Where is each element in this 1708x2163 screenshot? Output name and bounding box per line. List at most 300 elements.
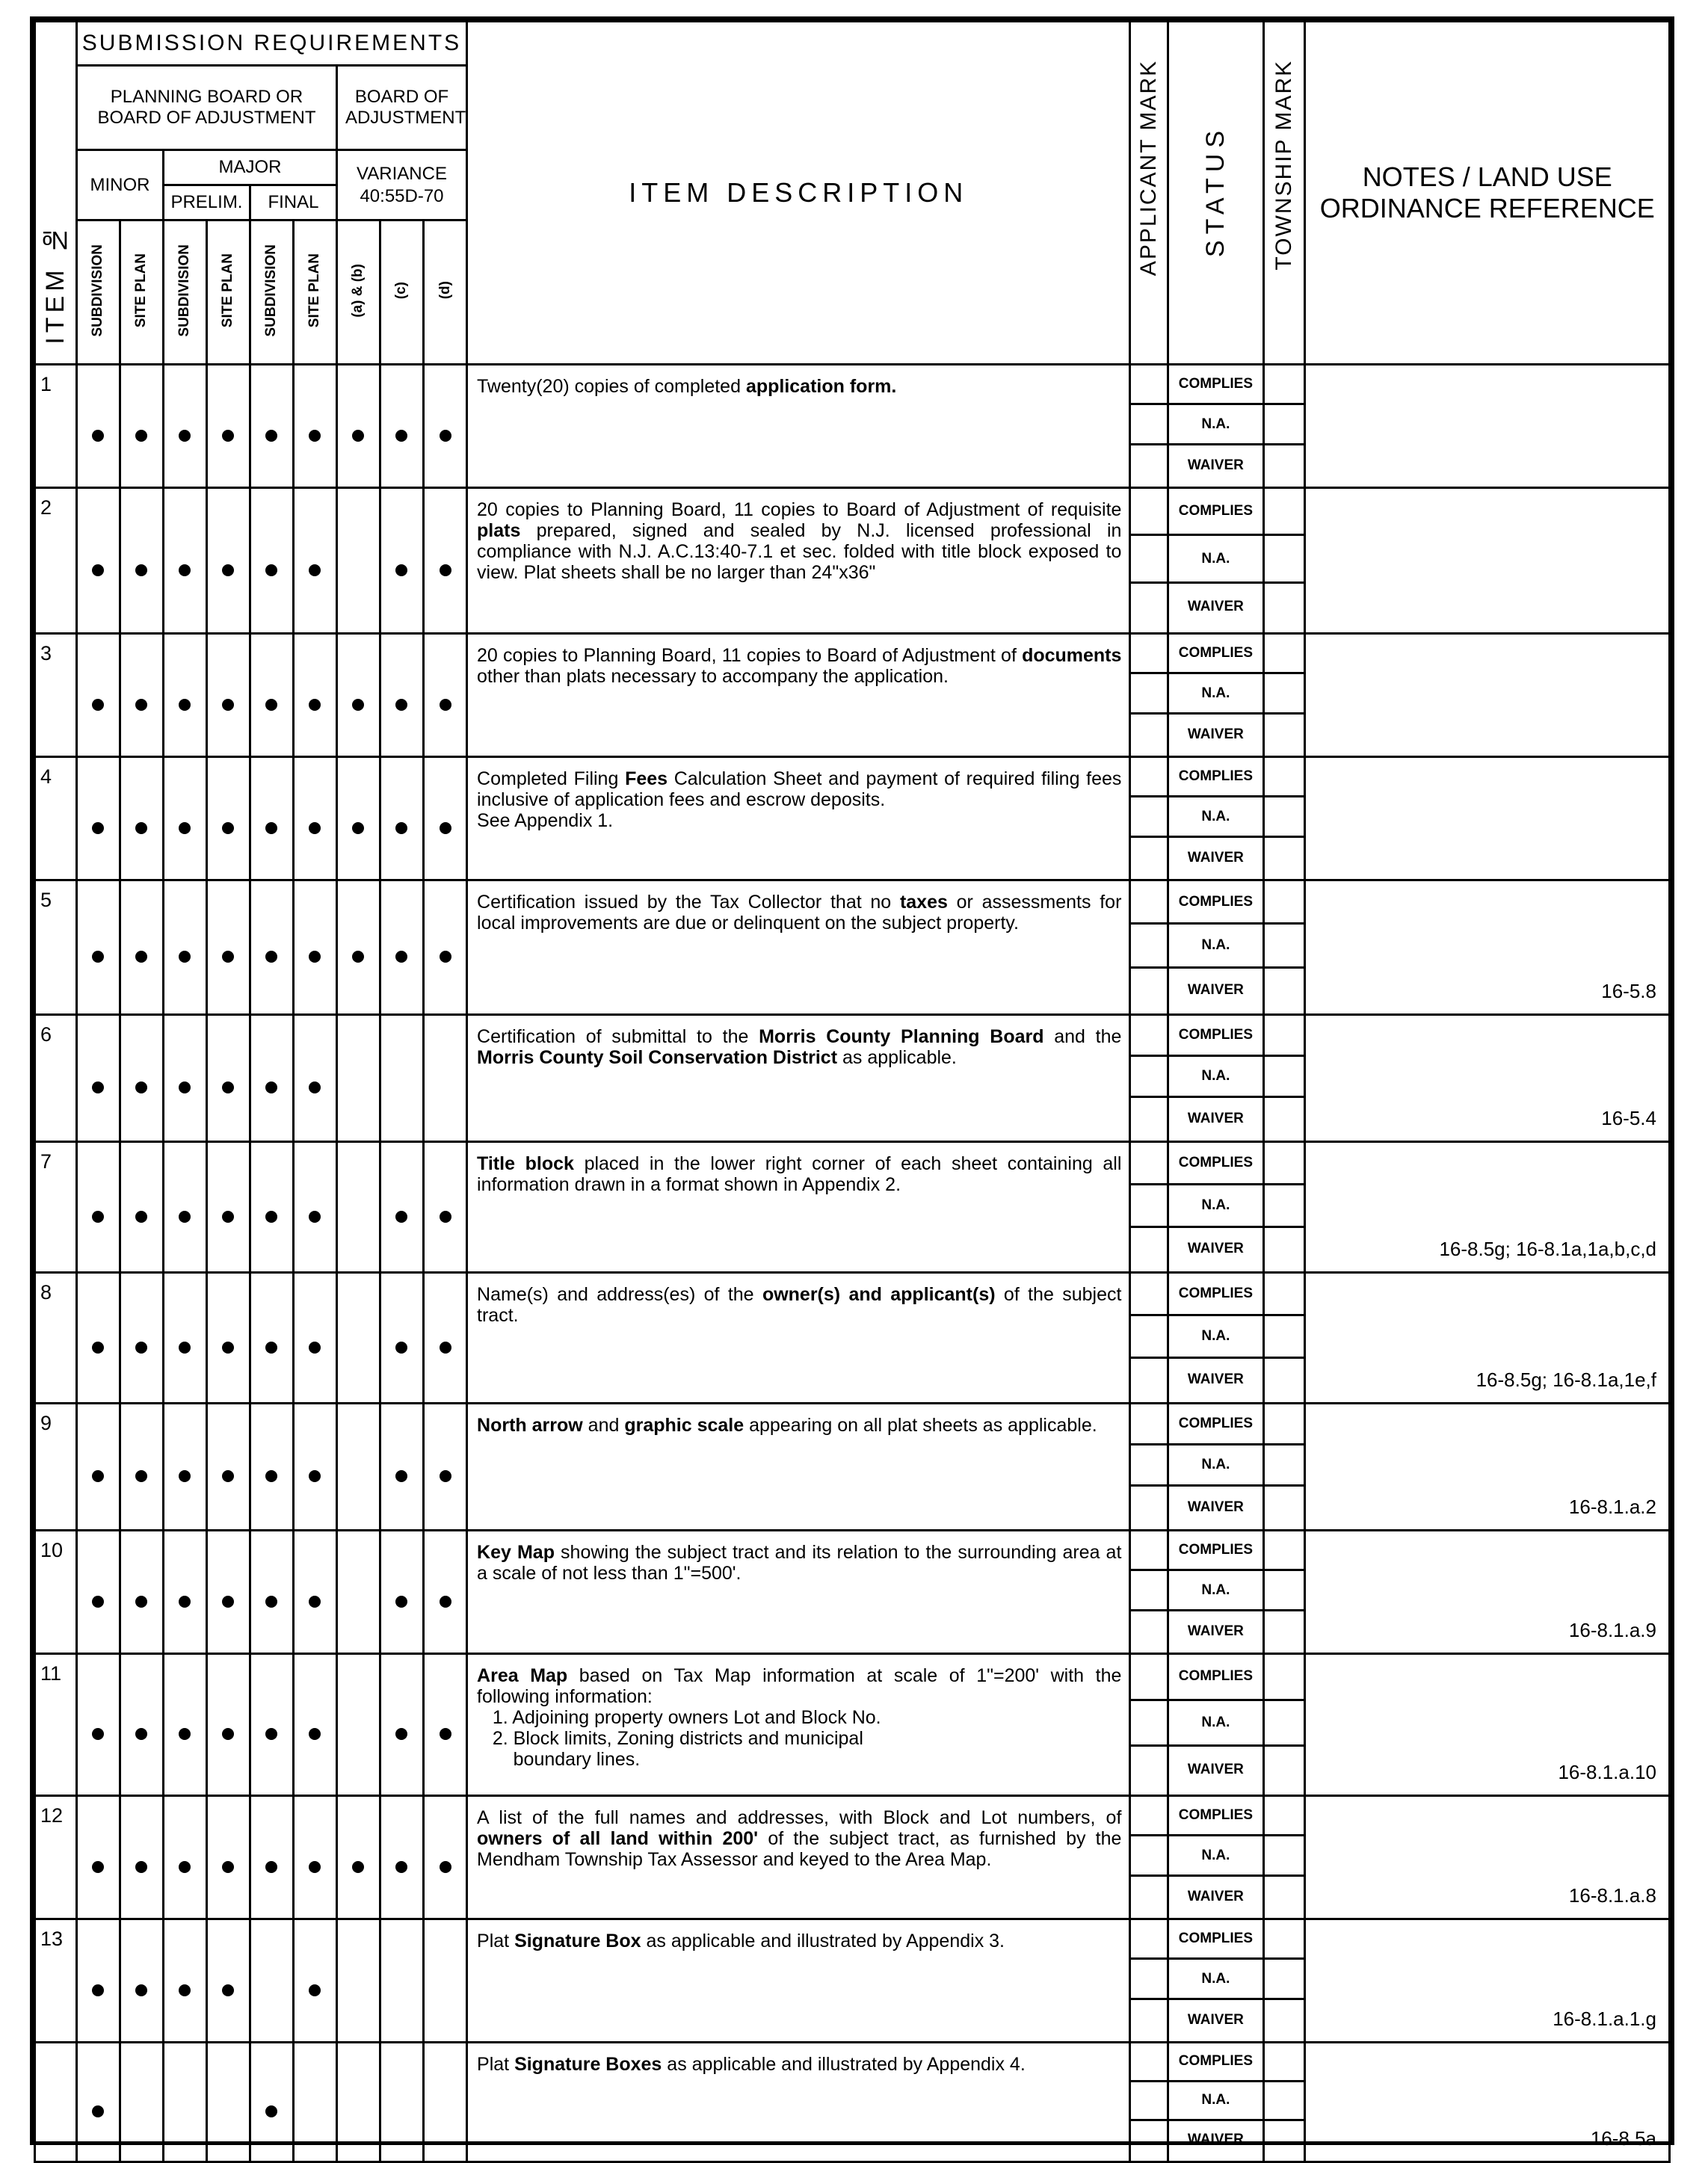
status-cell xyxy=(1168,365,1263,488)
requirement-cell xyxy=(336,1273,380,1404)
required-dot-icon xyxy=(179,1342,191,1354)
status-option: COMPLIES xyxy=(1169,881,1262,925)
requirement-cell xyxy=(120,488,163,634)
submission-requirements-header: SUBMISSION REQUIREMENTS xyxy=(76,22,466,66)
requirement-cell xyxy=(336,880,380,1015)
status-option: COMPLIES xyxy=(1169,635,1262,674)
status-option: N.A. xyxy=(1169,1445,1262,1487)
applicant-mark-box[interactable] xyxy=(1131,1531,1167,1571)
status-option: N.A. xyxy=(1169,674,1262,714)
required-dot-icon xyxy=(265,1861,277,1873)
required-dot-icon xyxy=(265,430,277,442)
township-mark-box[interactable] xyxy=(1265,1185,1304,1228)
township-mark-box[interactable] xyxy=(1265,1057,1304,1098)
applicant-mark-box[interactable] xyxy=(1131,1747,1167,1793)
requirement-cell xyxy=(423,1531,466,1654)
township-mark-cell[interactable] xyxy=(1263,634,1305,757)
checklist-table xyxy=(34,20,1671,2163)
requirement-cell xyxy=(120,757,163,880)
township-mark-box[interactable] xyxy=(1265,715,1304,754)
status-cell xyxy=(1168,2043,1263,2162)
required-dot-icon xyxy=(135,1984,147,1996)
township-mark-box[interactable] xyxy=(1265,635,1304,674)
status-option: COMPLIES xyxy=(1169,489,1262,536)
status-option: WAIVER xyxy=(1187,457,1244,473)
applicant-mark-cell[interactable] xyxy=(1130,1919,1168,2043)
township-mark-box[interactable] xyxy=(1265,925,1304,968)
status-option: WAIVER xyxy=(1187,849,1244,865)
applicant-mark-box[interactable] xyxy=(1131,1228,1167,1271)
status-option: N.A. xyxy=(1169,536,1262,583)
requirement-cell xyxy=(380,757,423,880)
requirement-cell xyxy=(423,1654,466,1796)
township-mark-box[interactable] xyxy=(1265,1960,1304,1999)
applicant-mark-cell[interactable] xyxy=(1130,365,1168,488)
status-option: N.A. xyxy=(1169,1185,1262,1228)
applicant-mark-box[interactable] xyxy=(1131,2121,1167,2160)
requirement-cell xyxy=(250,365,293,488)
required-dot-icon xyxy=(309,699,321,711)
requirement-cell xyxy=(380,1015,423,1142)
applicant-mark-cell[interactable] xyxy=(1130,1142,1168,1273)
township-mark-box[interactable] xyxy=(1265,489,1304,536)
table-row xyxy=(35,634,1670,757)
requirement-cell xyxy=(423,1796,466,1919)
required-dot-icon xyxy=(92,564,104,576)
ordinance-reference xyxy=(1305,365,1670,488)
status-option: N.A. xyxy=(1169,1960,1262,1999)
applicant-mark-cell[interactable] xyxy=(1130,1654,1168,1796)
requirement-cell xyxy=(293,880,336,1015)
township-mark-box[interactable] xyxy=(1265,1920,1304,1960)
item-description: Name(s) and address(es) of the owner(s) and applicant(s) of the subject tract. xyxy=(467,1273,1130,1404)
notes-header: NOTES / LAND USE ORDINANCE REFERENCE xyxy=(1305,22,1670,365)
requirement-cell xyxy=(250,1796,293,1919)
ordinance-reference: 16-8.1.a.10 xyxy=(1305,1654,1670,1796)
township-mark-box[interactable] xyxy=(1265,2000,1304,2040)
required-dot-icon xyxy=(440,951,451,963)
township-mark-cell[interactable] xyxy=(1263,757,1305,880)
status-option: N.A. xyxy=(1169,1571,1262,1611)
required-dot-icon xyxy=(395,430,407,442)
required-dot-icon xyxy=(135,1596,147,1608)
required-dot-icon xyxy=(92,699,104,711)
item-number: 3 xyxy=(35,634,77,757)
applicant-mark-box[interactable] xyxy=(1131,1797,1167,1836)
applicant-mark-box[interactable] xyxy=(1131,1445,1167,1487)
applicant-mark-cell[interactable] xyxy=(1130,1015,1168,1142)
requirement-cell xyxy=(120,1273,163,1404)
requirement-cell xyxy=(76,880,120,1015)
applicant-mark-cell[interactable] xyxy=(1130,1796,1168,1919)
col-variance-c: (c) xyxy=(380,220,423,365)
applicant-mark-box[interactable] xyxy=(1131,1487,1167,1528)
applicant-mark-box[interactable] xyxy=(1131,536,1167,583)
required-dot-icon xyxy=(265,2105,277,2117)
item-number: 8 xyxy=(35,1273,77,1404)
township-mark-box[interactable] xyxy=(1265,1228,1304,1271)
requirement-cell xyxy=(380,2043,423,2162)
required-dot-icon xyxy=(92,1082,104,1093)
table-row xyxy=(35,1919,1670,2043)
requirement-cell xyxy=(120,2043,163,2162)
requirement-cell xyxy=(293,1404,336,1531)
requirement-cell xyxy=(120,634,163,757)
requirement-cell xyxy=(336,634,380,757)
required-dot-icon xyxy=(352,699,364,711)
applicant-mark-box[interactable] xyxy=(1131,881,1167,925)
township-mark-cell[interactable] xyxy=(1263,365,1305,488)
item-number: 12 xyxy=(35,1796,77,1919)
item-description: Plat Signature Boxes as applicable and illustrated by Appendix 4. xyxy=(467,2043,1130,2162)
township-mark-box[interactable] xyxy=(1265,2043,1304,2082)
township-mark-box[interactable] xyxy=(1265,1143,1304,1185)
applicant-mark-box[interactable] xyxy=(1131,1920,1167,1960)
applicant-mark-cell[interactable] xyxy=(1130,2043,1168,2162)
township-mark-box[interactable] xyxy=(1265,1747,1304,1793)
required-dot-icon xyxy=(222,1984,234,1996)
requirement-cell xyxy=(336,1015,380,1142)
applicant-mark-cell[interactable] xyxy=(1130,880,1168,1015)
township-mark-box[interactable] xyxy=(1265,365,1304,405)
status-cell xyxy=(1168,1796,1263,1919)
requirement-cell xyxy=(380,1404,423,1531)
requirement-cell xyxy=(120,1015,163,1142)
applicant-mark-box[interactable] xyxy=(1131,1404,1167,1445)
item-description: Plat Signature Box as applicable and illustrated by Appendix 3. xyxy=(467,1919,1130,2043)
township-mark-box[interactable] xyxy=(1265,1487,1304,1528)
ordinance-reference xyxy=(1305,757,1670,880)
required-dot-icon xyxy=(265,564,277,576)
township-mark-box[interactable] xyxy=(1265,838,1304,877)
item-description: Twenty(20) copies of completed application form. xyxy=(467,365,1130,488)
township-mark-box[interactable] xyxy=(1265,1877,1304,1916)
requirement-cell xyxy=(336,1404,380,1531)
applicant-mark-box[interactable] xyxy=(1131,584,1167,631)
applicant-mark-box[interactable] xyxy=(1131,758,1167,797)
applicant-mark-cell[interactable] xyxy=(1130,1273,1168,1404)
ordinance-reference: 16-5.4 xyxy=(1305,1015,1670,1142)
status-option: N.A. xyxy=(1169,1701,1262,1747)
requirement-cell xyxy=(206,1654,250,1796)
required-dot-icon xyxy=(309,564,321,576)
applicant-mark-box[interactable] xyxy=(1131,2082,1167,2121)
item-number: 5 xyxy=(35,880,77,1015)
status-option: WAIVER xyxy=(1187,1110,1244,1126)
required-dot-icon xyxy=(222,1861,234,1873)
applicant-mark-box[interactable] xyxy=(1131,1098,1167,1139)
requirement-cell xyxy=(423,1015,466,1142)
item-description: North arrow and graphic scale appearing on all plat sheets as applicable. xyxy=(467,1404,1130,1531)
required-dot-icon xyxy=(265,1728,277,1740)
item-number: 9 xyxy=(35,1404,77,1531)
requirement-cell xyxy=(250,1015,293,1142)
requirement-cell xyxy=(163,365,206,488)
required-dot-icon xyxy=(440,1861,451,1873)
requirement-cell xyxy=(293,1142,336,1273)
applicant-mark-box[interactable] xyxy=(1131,1057,1167,1098)
required-dot-icon xyxy=(265,951,277,963)
minor-header: MINOR xyxy=(76,150,163,220)
status-option: N.A. xyxy=(1169,1316,1262,1359)
requirement-cell xyxy=(293,1919,336,2043)
requirement-cell xyxy=(336,1654,380,1796)
applicant-mark-box[interactable] xyxy=(1131,2043,1167,2082)
applicant-mark-box[interactable] xyxy=(1131,674,1167,714)
township-mark-box[interactable] xyxy=(1265,674,1304,714)
requirement-cell xyxy=(163,1919,206,2043)
township-mark-box[interactable] xyxy=(1265,1404,1304,1445)
requirement-cell xyxy=(206,880,250,1015)
item-description: Title block placed in the lower right corner of each sheet containing all information drawn in a format shown in Appendix 2. xyxy=(467,1142,1130,1273)
applicant-mark-box[interactable] xyxy=(1131,1701,1167,1747)
requirement-cell xyxy=(336,1796,380,1919)
status-cell xyxy=(1168,1919,1263,2043)
status-option: WAIVER xyxy=(1187,2011,1244,2028)
required-dot-icon xyxy=(222,951,234,963)
requirement-cell xyxy=(423,488,466,634)
required-dot-icon xyxy=(309,1861,321,1873)
requirement-cell xyxy=(76,757,120,880)
required-dot-icon xyxy=(179,822,191,834)
requirement-cell xyxy=(380,365,423,488)
applicant-mark-cell[interactable] xyxy=(1130,634,1168,757)
required-dot-icon xyxy=(265,1082,277,1093)
township-mark-box[interactable] xyxy=(1265,1611,1304,1651)
township-mark-cell[interactable] xyxy=(1263,488,1305,634)
required-dot-icon xyxy=(135,1861,147,1873)
applicant-mark-box[interactable] xyxy=(1131,635,1167,674)
township-mark-box[interactable] xyxy=(1265,797,1304,837)
applicant-mark-cell[interactable] xyxy=(1130,1531,1168,1654)
township-mark-box[interactable] xyxy=(1265,1571,1304,1611)
col-variance-ab: (a) & (b) xyxy=(336,220,380,365)
requirement-cell xyxy=(206,1273,250,1404)
township-mark-box[interactable] xyxy=(1265,1016,1304,1057)
requirement-cell xyxy=(293,757,336,880)
requirement-cell xyxy=(380,1531,423,1654)
col-prelim-site-plan: SITE PLAN xyxy=(206,220,250,365)
requirement-cell xyxy=(293,634,336,757)
required-dot-icon xyxy=(92,1861,104,1873)
applicant-mark-cell[interactable] xyxy=(1130,1404,1168,1531)
required-dot-icon xyxy=(135,822,147,834)
applicant-mark-cell[interactable] xyxy=(1130,488,1168,634)
required-dot-icon xyxy=(179,699,191,711)
requirement-cell xyxy=(76,1142,120,1273)
township-mark-box[interactable] xyxy=(1265,1655,1304,1701)
township-mark-box[interactable] xyxy=(1265,584,1304,631)
required-dot-icon xyxy=(309,951,321,963)
required-dot-icon xyxy=(395,1211,407,1223)
requirement-cell xyxy=(250,1404,293,1531)
township-mark-cell[interactable] xyxy=(1263,2043,1305,2162)
applicant-mark-box[interactable] xyxy=(1131,1571,1167,1611)
applicant-mark-box[interactable] xyxy=(1131,1316,1167,1359)
required-dot-icon xyxy=(179,564,191,576)
township-mark-cell[interactable] xyxy=(1263,1531,1305,1654)
applicant-mark-box[interactable] xyxy=(1131,1185,1167,1228)
item-number-header: ITEM № xyxy=(35,22,77,365)
required-dot-icon xyxy=(265,1470,277,1482)
required-dot-icon xyxy=(440,1596,451,1608)
required-dot-icon xyxy=(179,1082,191,1093)
item-number xyxy=(35,2043,77,2162)
requirement-cell xyxy=(293,1015,336,1142)
applicant-mark-box[interactable] xyxy=(1131,925,1167,968)
township-mark-cell[interactable] xyxy=(1263,1015,1305,1142)
township-mark-cell[interactable] xyxy=(1263,880,1305,1015)
township-mark-cell[interactable] xyxy=(1263,1654,1305,1796)
table-row xyxy=(35,1531,1670,1654)
township-mark-box[interactable] xyxy=(1265,1531,1304,1571)
applicant-mark-box[interactable] xyxy=(1131,1877,1167,1916)
requirement-cell xyxy=(76,2043,120,2162)
item-number: 1 xyxy=(35,365,77,488)
col-prelim-subdivision: SUBDIVISION xyxy=(163,220,206,365)
requirement-cell xyxy=(120,365,163,488)
required-dot-icon xyxy=(179,430,191,442)
requirement-cell xyxy=(120,1796,163,1919)
required-dot-icon xyxy=(135,951,147,963)
applicant-mark-box[interactable] xyxy=(1131,838,1167,877)
township-mark-cell[interactable] xyxy=(1263,1796,1305,1919)
required-dot-icon xyxy=(440,430,451,442)
item-description: 20 copies to Planning Board, 11 copies to Board of Adjustment of requisite plats prepared, signed and sealed by N.J. licensed professional in compliance with N.J. A.C.13:40-7.1 et sec. folded with title block exposed to view. Plat sheets shall be no larger than 24"x36" xyxy=(467,488,1130,634)
required-dot-icon xyxy=(179,951,191,963)
applicant-mark-box[interactable] xyxy=(1131,969,1167,1012)
requirement-cell xyxy=(76,634,120,757)
requirement-cell xyxy=(76,365,120,488)
required-dot-icon xyxy=(179,1211,191,1223)
required-dot-icon xyxy=(440,822,451,834)
township-mark-box[interactable] xyxy=(1265,1316,1304,1359)
township-mark-box[interactable] xyxy=(1265,445,1304,485)
township-mark-box[interactable] xyxy=(1265,1274,1304,1316)
applicant-mark-box[interactable] xyxy=(1131,797,1167,837)
applicant-mark-box[interactable] xyxy=(1131,1611,1167,1651)
applicant-mark-header: APPLICANT MARK xyxy=(1130,22,1168,365)
applicant-mark-box[interactable] xyxy=(1131,1960,1167,1999)
col-minor-subdivision: SUBDIVISION xyxy=(76,220,120,365)
requirement-cell xyxy=(76,488,120,634)
requirement-cell xyxy=(250,1531,293,1654)
applicant-mark-box[interactable] xyxy=(1131,489,1167,536)
requirement-cell xyxy=(163,1654,206,1796)
requirement-cell xyxy=(423,1273,466,1404)
required-dot-icon xyxy=(265,1211,277,1223)
township-mark-box[interactable] xyxy=(1265,758,1304,797)
township-mark-cell[interactable] xyxy=(1263,1273,1305,1404)
ordinance-reference: 16-8.5g; 16-8.1a,1e,f xyxy=(1305,1273,1670,1404)
requirement-cell xyxy=(250,1142,293,1273)
township-mark-box[interactable] xyxy=(1265,1836,1304,1876)
township-mark-cell[interactable] xyxy=(1263,1142,1305,1273)
status-header: STATUS xyxy=(1168,22,1263,365)
planning-board-header: PLANNING BOARD OR BOARD OF ADJUSTMENT xyxy=(76,66,336,150)
township-mark-box[interactable] xyxy=(1265,2082,1304,2121)
applicant-mark-box[interactable] xyxy=(1131,2000,1167,2040)
applicant-mark-box[interactable] xyxy=(1131,1274,1167,1316)
item-description: Certification of submittal to the Morris County Planning Board and the Morris County Soil Conservation District as applicable. xyxy=(467,1015,1130,1142)
status-option: COMPLIES xyxy=(1169,758,1262,797)
table-row xyxy=(35,488,1670,634)
applicant-mark-box[interactable] xyxy=(1131,445,1167,485)
requirement-cell xyxy=(380,634,423,757)
requirement-cell xyxy=(206,1531,250,1654)
item-description: Key Map showing the subject tract and its relation to the surrounding area at a scale of not less than 1"=500'. xyxy=(467,1531,1130,1654)
required-dot-icon xyxy=(440,1211,451,1223)
requirement-cell xyxy=(380,488,423,634)
item-description: Certification issued by the Tax Collector that no taxes or assessments for local improvements are due or delinquent on the subject property. xyxy=(467,880,1130,1015)
applicant-mark-box[interactable] xyxy=(1131,715,1167,754)
applicant-mark-cell[interactable] xyxy=(1130,757,1168,880)
requirement-cell xyxy=(120,1919,163,2043)
item-number: 7 xyxy=(35,1142,77,1273)
status-option: WAIVER xyxy=(1187,599,1244,615)
township-mark-box[interactable] xyxy=(1265,1098,1304,1139)
township-mark-cell[interactable] xyxy=(1263,1404,1305,1531)
applicant-mark-box[interactable] xyxy=(1131,1143,1167,1185)
status-cell xyxy=(1168,488,1263,634)
township-mark-box[interactable] xyxy=(1265,969,1304,1012)
township-mark-box[interactable] xyxy=(1265,1359,1304,1401)
applicant-mark-box[interactable] xyxy=(1131,1016,1167,1057)
item-description-header: ITEM DESCRIPTION xyxy=(467,22,1130,365)
required-dot-icon xyxy=(395,1470,407,1482)
requirement-cell xyxy=(380,1654,423,1796)
requirement-cell xyxy=(423,880,466,1015)
table-row xyxy=(35,2043,1670,2162)
requirement-cell xyxy=(293,1796,336,1919)
township-mark-box[interactable] xyxy=(1265,405,1304,445)
township-mark-box[interactable] xyxy=(1265,881,1304,925)
requirement-cell xyxy=(76,1531,120,1654)
required-dot-icon xyxy=(395,1342,407,1354)
township-mark-cell[interactable] xyxy=(1263,1919,1305,2043)
township-mark-box[interactable] xyxy=(1265,536,1304,583)
applicant-mark-box[interactable] xyxy=(1131,1836,1167,1876)
requirement-cell xyxy=(76,1273,120,1404)
township-mark-box[interactable] xyxy=(1265,1445,1304,1487)
required-dot-icon xyxy=(222,1082,234,1093)
required-dot-icon xyxy=(92,2105,104,2117)
applicant-mark-box[interactable] xyxy=(1131,1655,1167,1701)
status-option: N.A. xyxy=(1169,2082,1262,2121)
major-header: MAJOR xyxy=(163,150,336,185)
requirement-cell xyxy=(250,488,293,634)
applicant-mark-box[interactable] xyxy=(1131,365,1167,405)
required-dot-icon xyxy=(222,822,234,834)
township-mark-box[interactable] xyxy=(1265,1701,1304,1747)
requirement-cell xyxy=(76,1919,120,2043)
applicant-mark-box[interactable] xyxy=(1131,1359,1167,1401)
table-row xyxy=(35,365,1670,488)
required-dot-icon xyxy=(135,1211,147,1223)
status-option: COMPLIES xyxy=(1169,365,1262,405)
status-option: N.A. xyxy=(1169,405,1262,445)
requirement-cell xyxy=(336,2043,380,2162)
requirement-cell xyxy=(336,1142,380,1273)
status-cell xyxy=(1168,880,1263,1015)
applicant-mark-box[interactable] xyxy=(1131,405,1167,445)
requirement-cell xyxy=(336,1531,380,1654)
township-mark-box[interactable] xyxy=(1265,1797,1304,1836)
required-dot-icon xyxy=(135,1342,147,1354)
requirement-cell xyxy=(120,880,163,1015)
item-number: 13 xyxy=(35,1919,77,2043)
township-mark-box[interactable] xyxy=(1265,2121,1304,2160)
